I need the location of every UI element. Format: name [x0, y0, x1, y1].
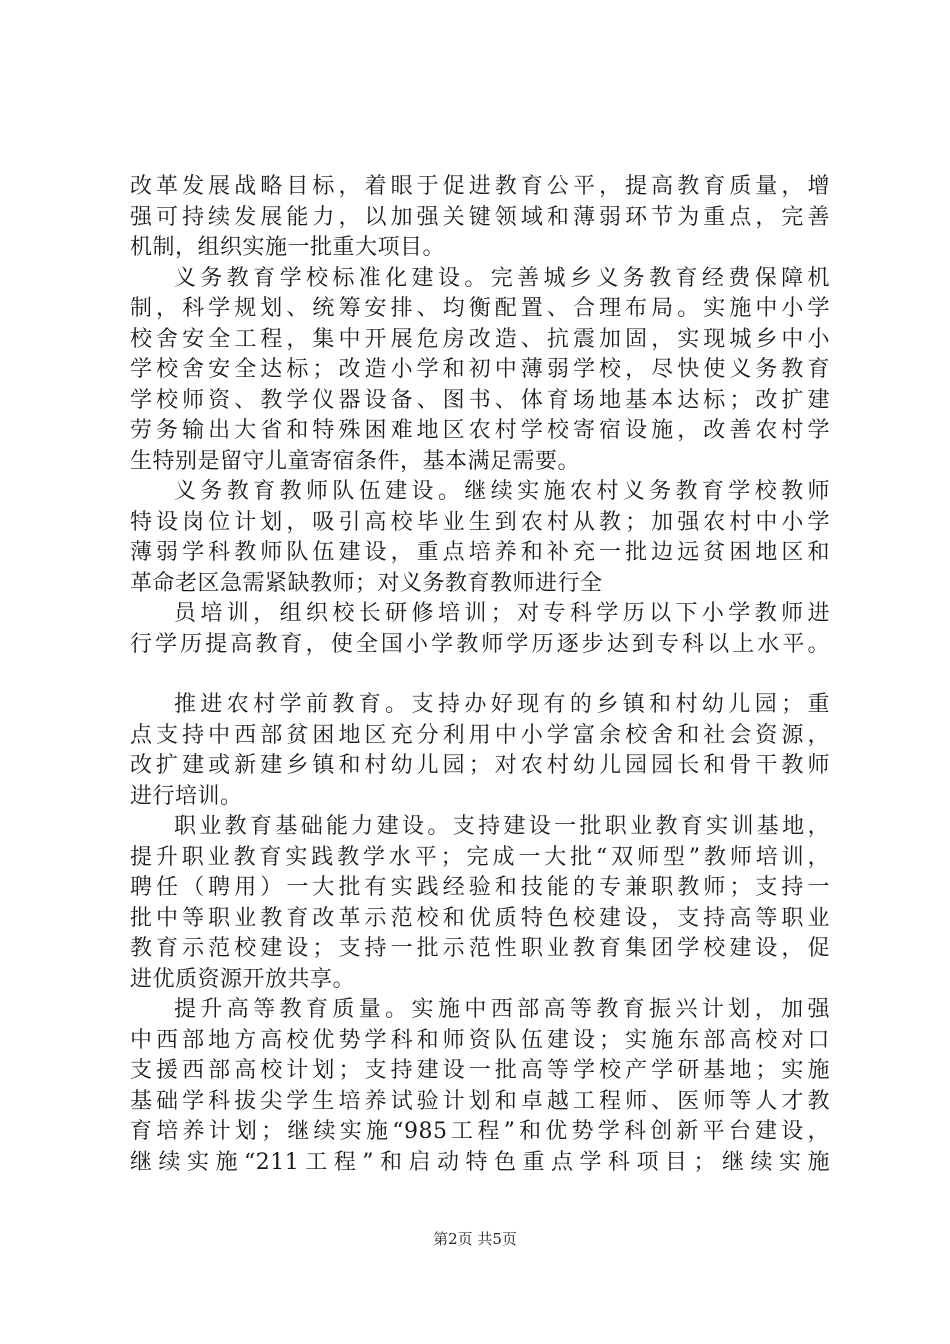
text-line: 薄弱学科教师队伍建设，重点培养和补充一批边远贫困地区和: [130, 540, 830, 565]
paragraph: [130, 812, 830, 995]
text-line: 提升高等教育质量。实施中西部高等教育振兴计划，加强: [174, 997, 830, 1022]
text-line: 育培养计划；继续实施“985工程”和优势学科创新平台建设，: [130, 1119, 830, 1144]
text-line: 教育示范校建设；支持一批示范性职业教育集团学校建设，促: [130, 936, 830, 961]
text-line: 基础学科拔尖学生培养试验计划和卓越工程师、医师等人才教: [130, 1088, 830, 1114]
text-line: 推进农村学前教育。支持办好现有的乡镇和村幼儿园；重: [174, 692, 830, 717]
text-line: 聘任（聘用）一大批有实践经验和技能的专兼职教师；支持一: [130, 875, 830, 900]
text-line: 生特别是留守儿童寄宿条件，基本满足需要。: [130, 448, 581, 474]
text-line: 进行培训。: [130, 783, 243, 809]
text-line: 制，科学规划、统筹安排、均衡配置、合理布局。实施中小学: [130, 296, 830, 321]
paragraph: [130, 477, 830, 599]
paragraph: [130, 995, 830, 1178]
paragraph: [130, 264, 830, 478]
paragraph: [130, 172, 830, 264]
text-line: 学校师资、教学仪器设备、图书、体育场地基本达标；改扩建: [130, 387, 830, 413]
text-line: 中西部地方高校优势学科和师资队伍建设；实施东部高校对口: [130, 1027, 830, 1053]
text-line: 校舍安全工程，集中开展危房改造、抗震加固，实现城乡中小: [130, 326, 830, 352]
text-line: 行学历提高教育，使全国小学教师学历逐步达到专科以上水平。: [130, 631, 830, 657]
text-line: 职业教育基础能力建设。支持建设一批职业教育实训基地，: [174, 814, 830, 839]
text-line: 支援西部高校计划；支持建设一批高等学校产学研基地；实施: [130, 1058, 830, 1083]
text-line: 进优质资源开放共享。: [130, 966, 356, 992]
text-line: 批中等职业教育改革示范校和优质特色校建设，支持高等职业: [130, 905, 830, 931]
text-line: 改扩建或新建乡镇和村幼儿园；对农村幼儿园园长和骨干教师: [130, 753, 830, 778]
text-line: 革命老区急需紧缺教师；对义务教育教师进行全: [130, 570, 603, 596]
page-number-label: 第2页 共5页: [433, 1230, 517, 1248]
text-line: 提升职业教育实践教学水平；完成一大批“双师型”教师培训，: [130, 844, 830, 870]
text-line: 员培训，组织校长研修培训；对专科学历以下小学教师进: [174, 601, 830, 626]
paragraph: [130, 690, 830, 812]
text-line: 学校舍安全达标；改造小学和初中薄弱学校，尽快使义务教育: [130, 357, 830, 382]
text-line: 改革发展战略目标，着眼于促进教育公平，提高教育质量，增: [130, 174, 830, 199]
text-line: 劳务输出大省和特殊困难地区农村学校寄宿设施，改善农村学: [130, 418, 830, 443]
text-line: 机制，组织实施一批重大项目。: [130, 235, 446, 260]
text-line: 点支持中西部贫困地区充分利用中小学富余校舍和社会资源，: [130, 722, 830, 748]
text-line: 义务教育学校标准化建设。完善城乡义务教育经费保障机: [174, 265, 830, 291]
page-footer: [0, 1228, 950, 1249]
paragraph-gap: [130, 660, 830, 690]
text-line: 继续实施“211工程”和启动特色重点学科项目；继续实施: [130, 1149, 830, 1175]
text-line: 义务教育教师队伍建设。继续实施农村义务教育学校教师: [174, 479, 830, 504]
document-body: [130, 172, 830, 1178]
text-line: 强可持续发展能力，以加强关键领域和薄弱环节为重点，完善: [130, 204, 830, 230]
text-line: 特设岗位计划，吸引高校毕业生到农村从教；加强农村中小学: [130, 509, 830, 535]
paragraph: [130, 599, 830, 660]
